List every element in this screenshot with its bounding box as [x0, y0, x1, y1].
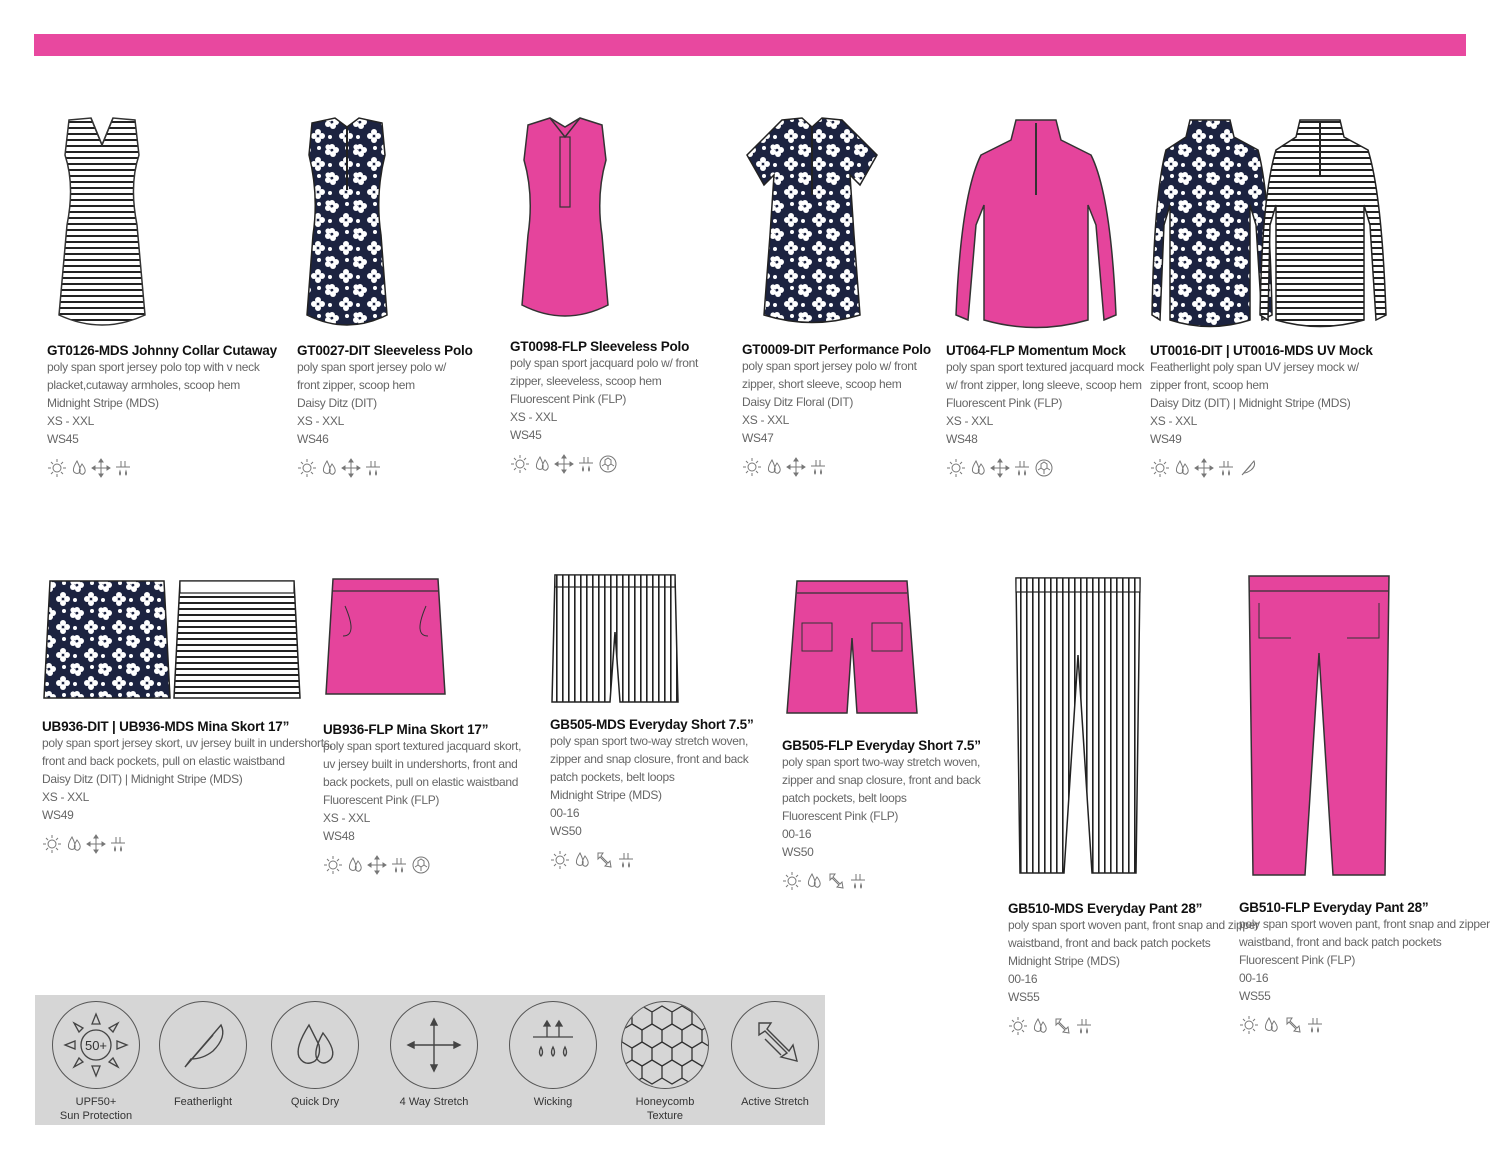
product-description: Featherlight poly span UV jersey mock w/ zipper front, scoop hem [1150, 360, 1359, 392]
feature-icons [1008, 1016, 1259, 1036]
product-gb510-flp[interactable] [1239, 573, 1490, 1035]
sun-icon [510, 454, 530, 474]
product-sizes: XS - XXL [946, 414, 993, 428]
wicking-icon [1305, 1015, 1325, 1035]
wicking-icon [1074, 1016, 1094, 1036]
product-sizes: XS - XXL [297, 414, 344, 428]
legend-label: Quick Dry [290, 1096, 340, 1108]
feature-icons [510, 454, 698, 474]
product-color: Daisy Ditz (DIT) | Midnight Stripe (MDS) [42, 772, 243, 786]
product-gb505-flp[interactable] [782, 578, 981, 891]
product-description: poly span sport woven pant, front snap and zipper waistband, front and back patch pockets [1008, 918, 1259, 950]
product-sizes: 00-16 [1008, 972, 1038, 986]
short-sleeve-polo-daisy-image [742, 115, 882, 330]
active-stretch-icon [1283, 1015, 1303, 1035]
legend-label: Honeycomb Texture [635, 1096, 695, 1122]
wicking-icon [848, 871, 868, 891]
product-sizes: XS - XXL [1150, 414, 1197, 428]
drops-icon [968, 458, 988, 478]
product-description: poly span sport two-way stretch woven, zipper and snap closure, front and back patch pockets, belt loops [782, 755, 981, 805]
product-color: Fluorescent Pink (FLP) [1239, 953, 1356, 967]
product-ws: WS45 [47, 432, 79, 446]
skort-pink-image [323, 576, 448, 698]
drops-icon [532, 454, 552, 474]
sun-icon [550, 850, 570, 870]
feather-icon [1238, 458, 1258, 478]
product-description: poly span sport woven pant, front snap and zipper waistband, front and back patch pockets [1239, 917, 1490, 949]
product-description: poly span sport two-way stretch woven, zipper and snap closure, front and back patch pockets, belt loops [550, 734, 749, 784]
product-ub936-dit-mds[interactable] [42, 578, 333, 854]
feature-icons [1239, 1015, 1490, 1035]
product-ut064-flp[interactable] [946, 115, 1144, 478]
product-description: poly span sport jersey polo w/ front zipper, scoop hem [297, 360, 447, 392]
sun-icon [297, 458, 317, 478]
product-title: GB505-MDS Everyday Short 7.5” [550, 717, 754, 732]
legend-wicking [498, 1001, 608, 1109]
feature-icons [550, 850, 754, 870]
drops-icon [1030, 1016, 1050, 1036]
wicking-icon [1216, 458, 1236, 478]
product-description: poly span sport jersey skort, uv jersey built in undershorts, front and back pockets, pull on elastic waistband [42, 736, 333, 768]
stretch-icon [990, 458, 1010, 478]
legend-label: UPF50+ Sun Protection [59, 1096, 133, 1122]
product-ws: WS55 [1239, 989, 1271, 1003]
uv-mock-pair-image [1150, 115, 1390, 335]
legend-feather [148, 1001, 258, 1109]
legend-active-stretch [720, 1001, 830, 1109]
drops-icon [572, 850, 592, 870]
wicking-icon [1012, 458, 1032, 478]
product-title: GT0009-DIT Performance Polo [742, 342, 931, 357]
product-title: GT0098-FLP Sleeveless Polo [510, 339, 690, 354]
product-sizes: 00-16 [1239, 971, 1269, 985]
stretch-icon [554, 454, 574, 474]
feature-legend [35, 995, 825, 1125]
product-ws: WS47 [742, 431, 774, 445]
sun-icon [1239, 1015, 1259, 1035]
wicking-icon [389, 855, 409, 875]
sun-icon [42, 834, 62, 854]
legend-stretch [379, 1001, 489, 1109]
product-description: poly span sport textured jacquard mock w/ front zipper, long sleeve, scoop hem [946, 360, 1145, 392]
product-title: UB936-FLP Mina Skort 17” [323, 722, 489, 737]
product-color: Fluorescent Pink (FLP) [323, 793, 440, 807]
upf-sun-icon [52, 1001, 140, 1089]
drops-icon [64, 834, 84, 854]
sun-icon [946, 458, 966, 478]
stretch-icon [91, 458, 111, 478]
product-sizes: XS - XXL [742, 413, 789, 427]
sleeveless-polo-stripe-image [47, 115, 157, 335]
honeycomb-icon [1034, 458, 1054, 478]
product-gt0098-flp[interactable] [510, 115, 698, 474]
honeycomb-icon [621, 1001, 709, 1089]
product-ws: WS48 [946, 432, 978, 446]
product-ub936-flp[interactable] [323, 576, 521, 875]
wicking-icon [108, 834, 128, 854]
stretch-icon [86, 834, 106, 854]
legend-label: Active Stretch [741, 1096, 809, 1108]
long-sleeve-mock-pink-image [946, 115, 1126, 335]
sun-icon [323, 855, 343, 875]
stretch-icon [341, 458, 361, 478]
product-ws: WS48 [323, 829, 355, 843]
feature-icons [782, 871, 981, 891]
active-stretch-icon [1052, 1016, 1072, 1036]
sun-icon [1008, 1016, 1028, 1036]
product-color: Fluorescent Pink (FLP) [782, 809, 899, 823]
active-stretch-icon [731, 1001, 819, 1089]
product-title: GB510-FLP Everyday Pant 28” [1239, 900, 1429, 915]
legend-label: Featherlight [173, 1096, 233, 1108]
product-ut0016[interactable] [1150, 115, 1390, 478]
feature-icons [946, 458, 1144, 478]
pant-pink-image [1239, 573, 1399, 878]
product-sizes: 00-16 [782, 827, 812, 841]
sun-icon [47, 458, 67, 478]
product-title: GT0126-MDS Johnny Collar Cutaway [47, 343, 277, 358]
product-ws: WS45 [510, 428, 542, 442]
drops-icon [1172, 458, 1192, 478]
product-ws: WS50 [782, 845, 814, 859]
wicking-icon [509, 1001, 597, 1089]
sun-icon [1150, 458, 1170, 478]
product-title: GT0027-DIT Sleeveless Polo [297, 343, 473, 358]
drops-icon [804, 871, 824, 891]
short-pink-image [782, 578, 922, 718]
legend-label: Wicking [533, 1096, 573, 1108]
wicking-icon [363, 458, 383, 478]
product-gt0027-dit[interactable] [297, 115, 473, 478]
product-gt0009-dit[interactable] [742, 115, 931, 477]
honeycomb-icon [411, 855, 431, 875]
product-sizes: XS - XXL [42, 790, 89, 804]
product-ws: WS50 [550, 824, 582, 838]
wicking-icon [576, 454, 596, 474]
feature-icons [47, 458, 277, 478]
stretch-icon [1194, 458, 1214, 478]
product-sizes: XS - XXL [47, 414, 94, 428]
feature-icons [742, 457, 931, 477]
product-ws: WS49 [1150, 432, 1182, 446]
product-title: UT0016-DIT | UT0016-MDS UV Mock [1150, 343, 1373, 358]
wicking-icon [808, 457, 828, 477]
product-ws: WS49 [42, 808, 74, 822]
product-title: UB936-DIT | UB936-MDS Mina Skort 17” [42, 719, 290, 734]
short-stripe-image [550, 572, 680, 707]
drops-icon [319, 458, 339, 478]
product-color: Midnight Stripe (MDS) [550, 788, 662, 802]
product-sizes: XS - XXL [510, 410, 557, 424]
product-sizes: 00-16 [550, 806, 580, 820]
drops-icon [271, 1001, 359, 1089]
wicking-icon [616, 850, 636, 870]
product-gb510-mds[interactable] [1008, 575, 1259, 1036]
four-way-stretch-icon [390, 1001, 478, 1089]
product-color: Fluorescent Pink (FLP) [510, 392, 627, 406]
feature-icons [42, 834, 333, 854]
legend-upf [41, 1001, 151, 1123]
skort-pair-image [42, 578, 302, 703]
product-color: Midnight Stripe (MDS) [1008, 954, 1120, 968]
sun-icon [742, 457, 762, 477]
drops-icon [345, 855, 365, 875]
stretch-icon [367, 855, 387, 875]
pant-stripe-image [1008, 575, 1148, 875]
product-sizes: XS - XXL [323, 811, 370, 825]
honeycomb-icon [598, 454, 618, 474]
feather-icon [159, 1001, 247, 1089]
legend-honeycomb [610, 1001, 720, 1123]
product-color: Daisy Ditz Floral (DIT) [742, 395, 854, 409]
product-description: poly span sport jersey polo top with v neck placket,cutaway armholes, scoop hem [47, 360, 260, 392]
product-ws: WS46 [297, 432, 329, 446]
drops-icon [69, 458, 89, 478]
legend-label: 4 Way Stretch [399, 1096, 469, 1108]
product-color: Daisy Ditz (DIT) | Midnight Stripe (MDS) [1150, 396, 1351, 410]
stretch-icon [786, 457, 806, 477]
product-description: poly span sport textured jacquard skort, uv jersey built in undershorts, front and back pockets, pull on elastic waistband [323, 739, 522, 789]
product-title: GB505-FLP Everyday Short 7.5” [782, 738, 981, 753]
product-gb505-mds[interactable] [550, 572, 754, 870]
sleeveless-polo-pink-image [510, 115, 620, 327]
product-ws: WS55 [1008, 990, 1040, 1004]
header-accent-bar [34, 34, 1466, 56]
product-title: GB510-MDS Everyday Pant 28” [1008, 901, 1203, 916]
feature-icons [297, 458, 473, 478]
active-stretch-icon [826, 871, 846, 891]
feature-icons [323, 855, 521, 875]
product-color: Fluorescent Pink (FLP) [946, 396, 1063, 410]
feature-icons [1150, 458, 1390, 478]
product-color: Daisy Ditz (DIT) [297, 396, 377, 410]
active-stretch-icon [594, 850, 614, 870]
wicking-icon [113, 458, 133, 478]
drops-icon [1261, 1015, 1281, 1035]
product-title: UT064-FLP Momentum Mock [946, 343, 1126, 358]
drops-icon [764, 457, 784, 477]
product-description: poly span sport jacquard polo w/ front zipper, sleeveless, scoop hem [510, 356, 699, 388]
product-color: Midnight Stripe (MDS) [47, 396, 159, 410]
sleeveless-polo-daisy-image [297, 115, 397, 335]
product-description: poly span sport jersey polo w/ front zipper, short sleeve, scoop hem [742, 359, 917, 391]
legend-quickdry [260, 1001, 370, 1109]
sun-icon [782, 871, 802, 891]
upf-badge: 50+ [84, 1038, 108, 1053]
product-gt0126-mds[interactable] [47, 115, 277, 478]
